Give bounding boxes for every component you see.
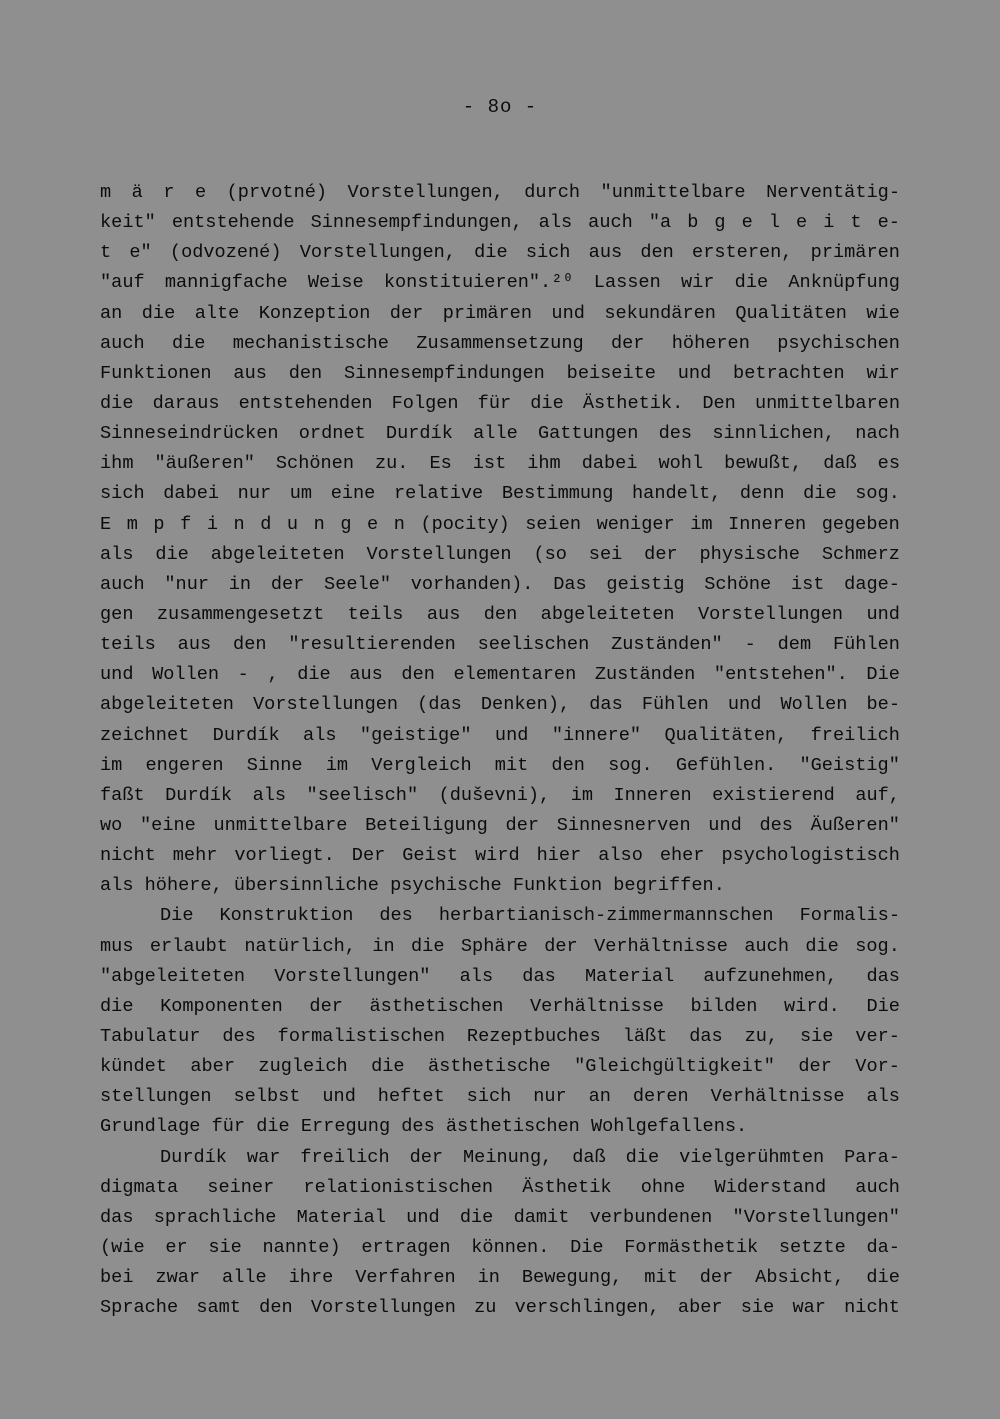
text-line: abgeleiteten Vorstellungen (das Denken), das Fühlen und Wollen be- [100,694,900,716]
text-line: Sinneseindrücken ordnet Durdík alle Gattungen des sinnlichen, nach [100,423,900,445]
text-line: ihm "äußeren" Schönen zu. Es ist ihm dabei wohl bewußt, daß es [100,453,900,475]
text-line: (wie er sie nannte) ertragen können. Die Formästhetik setzte da- [100,1236,900,1258]
text-line: m ä r e (prvotné) Vorstellungen, durch "unmittelbare Nerventätig- [100,182,900,203]
text-line: die Komponenten der ästhetischen Verhältnisse bilden wird. Die [100,995,900,1017]
text-line: Sprache samt den Vorstellungen zu verschlingen, aber sie war nicht [100,1297,900,1319]
text-line: Durdík war freilich der Meinung, daß die vielgerühmten Para- [160,1146,900,1168]
text-line: Funktionen aus den Sinnesempfindungen beiseite und betrachten wir [100,362,900,384]
text-line: teils aus den "resultierenden seelischen Zuständen" - dem Fühlen [100,634,900,656]
text-line: und Wollen - , die aus den elementaren Zuständen "entstehen". Die [100,664,900,686]
text-line: nicht mehr vorliegt. Der Geist wird hier also eher psychologistisch [100,845,900,867]
page-number: - 8o - [462,96,538,118]
body-text [100,178,900,1323]
text-line: Tabulatur des formalistischen Rezeptbuches läßt das zu, sie ver- [100,1025,900,1047]
text-line: stellungen selbst und heftet sich nur an deren Verhältnisse als [100,1086,900,1108]
text-line: Die Konstruktion des herbartianisch-zimmermannschen Formalis- [160,905,900,927]
text-line: digmata seiner relationistischen Ästhetik ohne Widerstand auch [100,1176,900,1198]
text-line: zeichnet Durdík als "geistige" und "innere" Qualitäten, freilich [100,724,900,746]
text-line: die daraus entstehenden Folgen für die Ästhetik. Den unmittelbaren [100,392,900,414]
text-line: sich dabei nur um eine relative Bestimmung handelt, denn die sog. [100,483,900,505]
text-line: wo "eine unmittelbare Beteiligung der Sinnesnerven und des Äußeren" [100,814,900,836]
text-line: auch die mechanistische Zusammensetzung der höheren psychischen [100,332,900,354]
text-line: "auf mannigfache Weise konstituieren".²⁰ Lassen wir die Anknüpfung [100,272,900,294]
text-line: mus erlaubt natürlich, in die Sphäre der Verhältnisse auch die sog. [100,935,900,957]
text-line: Grundlage für die Erregung des ästhetischen Wohlgefallens. [100,1116,748,1138]
text-line: faßt Durdík als "seelisch" (duševni), im Inneren existierend auf, [100,784,900,806]
text-line: "abgeleiteten Vorstellungen" als das Material aufzunehmen, das [100,965,900,987]
text-line: kündet aber zugleich die ästhetische "Gleichgültigkeit" der Vor- [100,1056,900,1078]
text-line: an die alte Konzeption der primären und sekundären Qualitäten wie [100,302,900,324]
text-line: E m p f i n d u n g e n (pocity) seien weniger im Inneren gegeben [100,513,900,535]
text-line: t e" (odvozené) Vorstellungen, die sich aus den ersteren, primären [100,242,900,264]
text-line: gen zusammengesetzt teils aus den abgeleiteten Vorstellungen und [100,603,900,625]
text-line: als höhere, übersinnliche psychische Funktion begriffen. [100,875,725,897]
text-line: keit" entstehende Sinnesempfindungen, als auch "a b g e l e i t e- [100,212,900,234]
text-line: auch "nur in der Seele" vorhanden). Das geistig Schöne ist dage- [100,573,900,595]
text-line: als die abgeleiteten Vorstellungen (so sei der physische Schmerz [100,543,900,565]
text-line: bei zwar alle ihre Verfahren in Bewegung, mit der Absicht, die [100,1267,900,1289]
text-line: das sprachliche Material und die damit verbundenen "Vorstellungen" [100,1206,900,1228]
text-line: im engeren Sinne im Vergleich mit den sog. Gefühlen. "Geistig" [100,754,900,776]
